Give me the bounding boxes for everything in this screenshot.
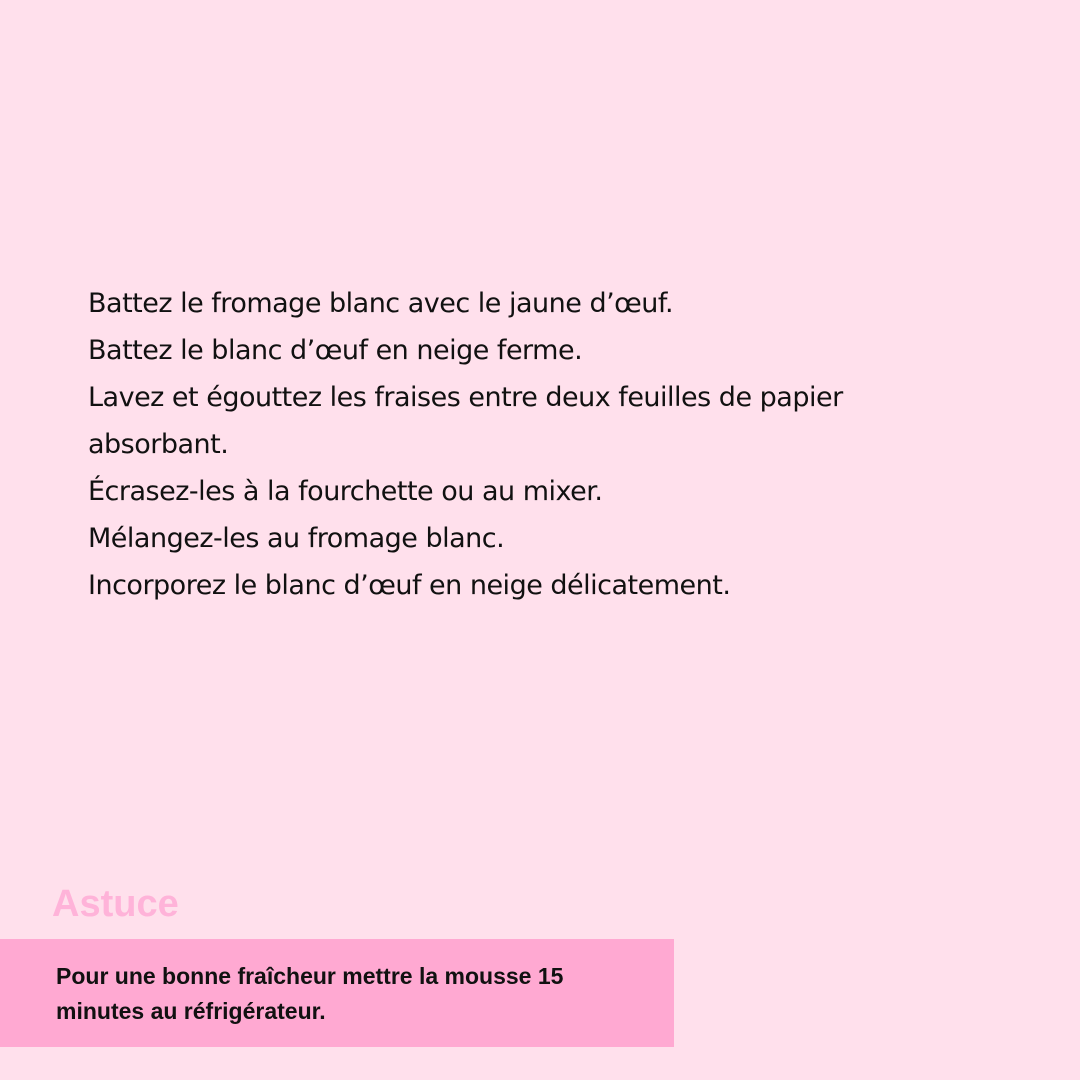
recipe-step: Battez le fromage blanc avec le jaune d’œuf. [88, 288, 674, 319]
recipe-step: Mélangez-les au fromage blanc. [88, 523, 505, 554]
recipe-steps-list [88, 280, 888, 609]
recipe-step: Incorporez le blanc d’œuf en neige délicatement. [88, 570, 731, 601]
recipe-step: Battez le blanc d’œuf en neige ferme. [88, 335, 583, 366]
recipe-step: Lavez et égouttez les fraises entre deux feuilles de papier absorbant. [88, 382, 843, 460]
tip-text: Pour une bonne fraîcheur mettre la mousse 15 minutes au réfrigérateur. [56, 963, 564, 1024]
tip-box [0, 939, 674, 1047]
tip-title: Astuce [52, 883, 179, 925]
recipe-step: Écrasez-les à la fourchette ou au mixer. [88, 476, 603, 507]
